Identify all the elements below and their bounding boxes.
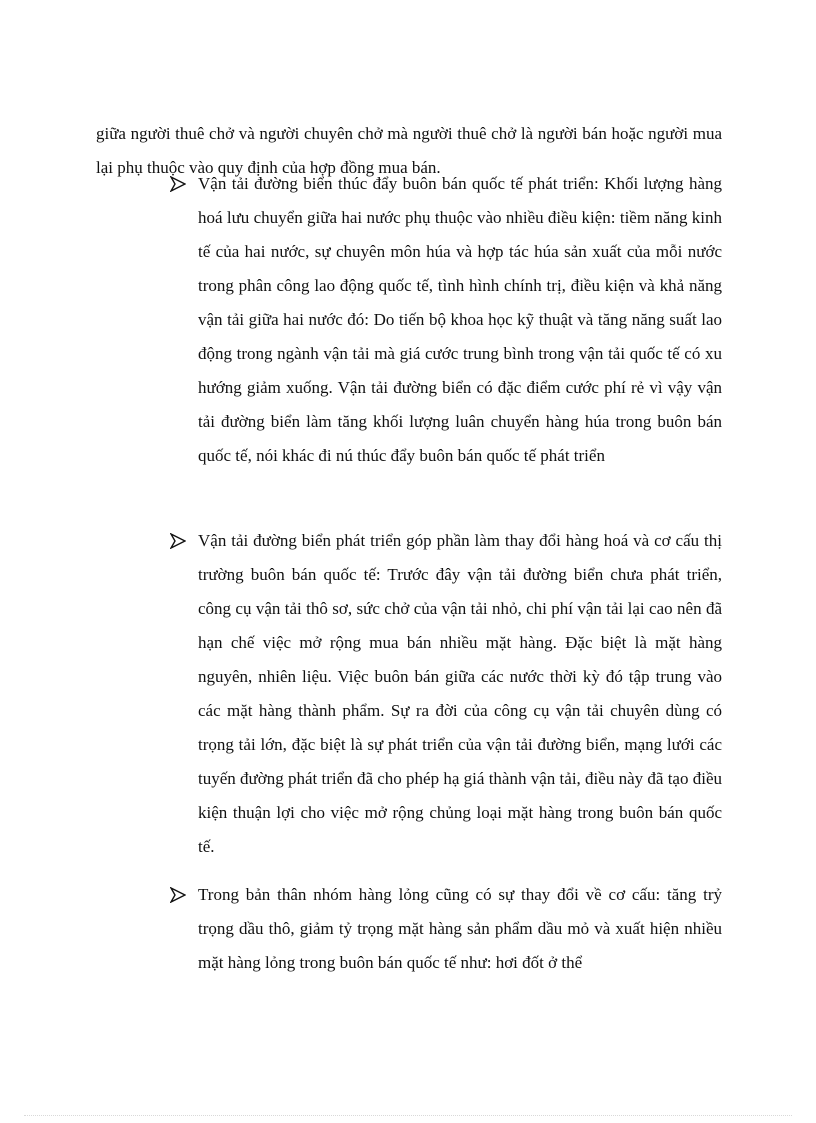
bullet-text-2: Vận tải đường biển phát triển góp phần làm thay đổi hàng hoá và cơ cấu thị trường buôn bán quốc tế: Trước đây vận tải đường biển chưa phát triển, công cụ vận tải thô sơ, sức chở của vận tải nhỏ, chi phí vận tải lại cao nên đã hạn chế việc mở rộng mua bán nhiều mặt hàng. Đặc biệt là mặt hàng nguyên, nhiên liệu. Việc buôn bán giữa các nước thời kỳ đó tập trung vào các mặt hàng thành phẩm. Sự ra đời của công cụ vận tải chuyên dùng có trọng tải lớn, đặc biệt là sự phát triển của vận tải đường biển, mạng lưới các tuyến đường phát triển đã cho phép hạ giá thành vận tải, điều này đã tạo điều kiện thuận lợi cho việc mở rộng chủng loại mặt hàng trong buôn bán quốc tế. (198, 531, 722, 856)
arrowhead-bullet-icon (170, 524, 190, 558)
bullet-item-1 (170, 167, 722, 473)
bullet-text-1: Vận tải đường biển thúc đẩy buôn bán quốc tế phát triển: Khối lượng hàng hoá lưu chuyển giữa hai nước phụ thuộc vào nhiều điều kiện: tiềm năng kinh tế của hai nước, sự chuyên môn húa và hợp tác húa sản xuất của mỗi nước trong phân công lao động quốc tế, tình hình chính trị, điều kiện và khả năng vận tải giữa hai nước đó: Do tiến bộ khoa học kỹ thuật và tăng năng suất lao động trong ngành vận tải mà giá cước trung bình trong vận tải quốc tế có xu hướng giảm xuống. Vận tải đường biển có đặc điểm cước phí rẻ vì vậy vận tải đường biển làm tăng khối lượng luân chuyển hàng húa trong buôn bán quốc tế, nói khác đi nú thúc đẩy buôn bán quốc tế phát triển (198, 174, 722, 465)
bullet-item-2 (170, 524, 722, 864)
arrowhead-bullet-icon (170, 878, 190, 912)
bullet-text-3: Trong bản thân nhóm hàng lỏng cũng có sự thay đổi về cơ cấu: tăng trỷ trọng dầu thô, giảm tỷ trọng mặt hàng sản phẩm dầu mỏ và xuất hiện nhiều mặt hàng lỏng trong buôn bán quốc tế như: hơi đốt ở thể (198, 885, 722, 972)
page-bottom-divider (24, 1115, 792, 1116)
intro-paragraph: giữa người thuê chở và người chuyên chở mà người thuê chở là người bán hoặc người mua lại phụ thuộc vào quy định của hợp đồng mua bán. (96, 124, 722, 177)
bullet-item-3 (170, 878, 722, 980)
arrowhead-bullet-icon (170, 167, 190, 201)
